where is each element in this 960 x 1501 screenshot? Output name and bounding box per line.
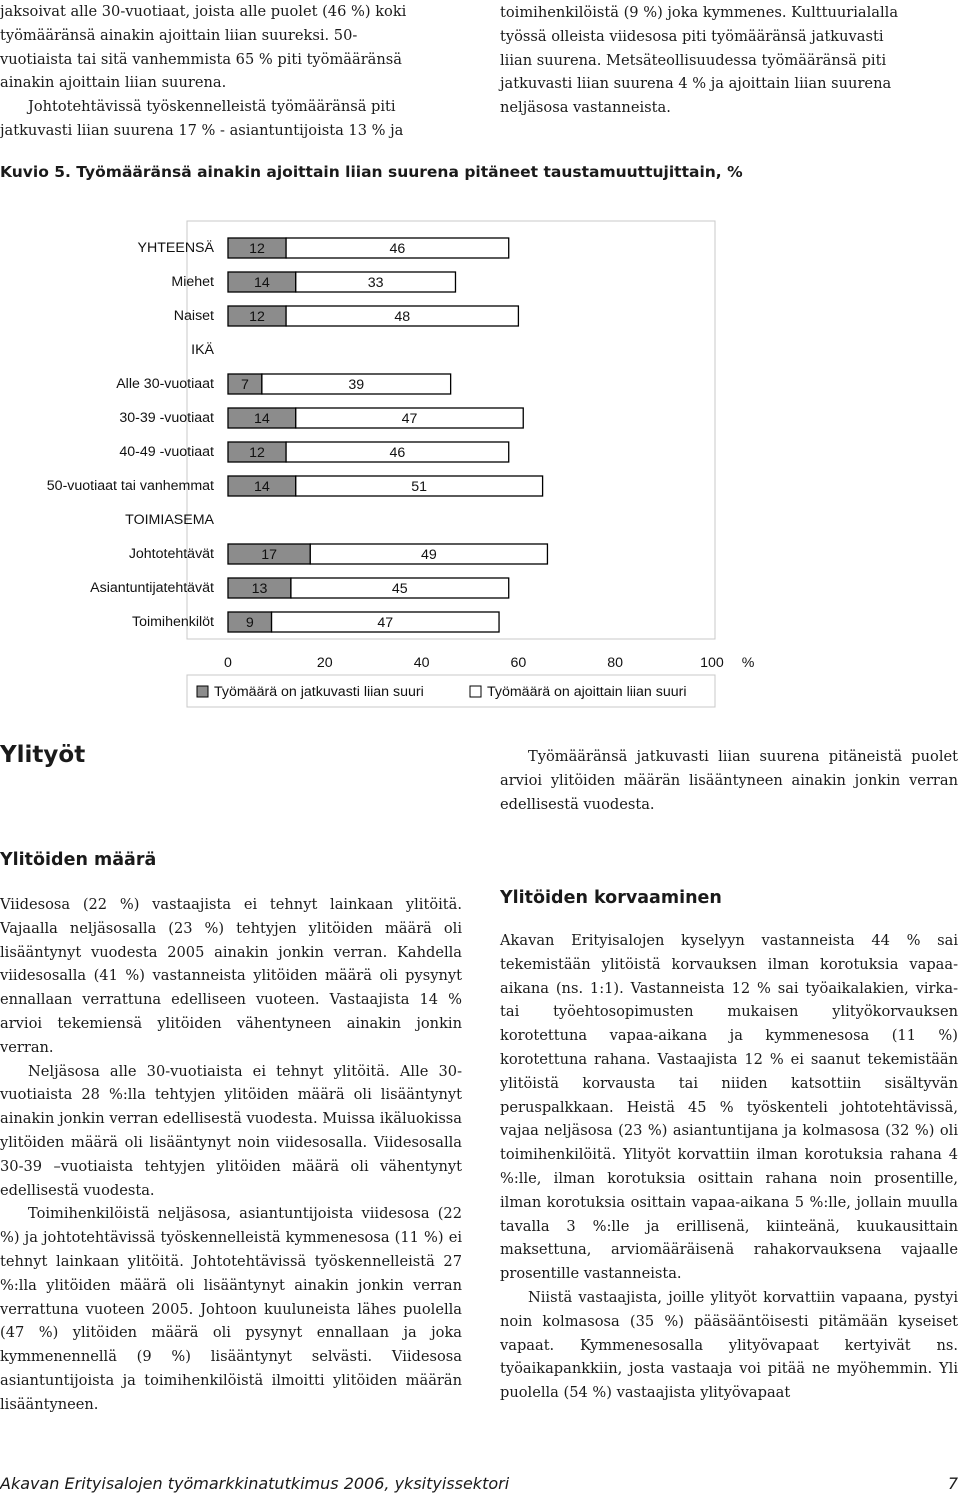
top-right-text — [500, 1, 958, 120]
text-line: jatkuvasti liian suurena 4 % ja ajoittain liian suurena — [500, 75, 892, 93]
data-label: 17 — [261, 546, 278, 563]
data-label: 46 — [389, 444, 406, 461]
data-label: 39 — [348, 376, 365, 393]
x-tick-label: 40 — [413, 654, 430, 671]
x-tick-label: 80 — [607, 654, 624, 671]
category-label: Naiset — [173, 307, 214, 324]
category-label: Johtotehtävät — [128, 545, 214, 562]
data-label: 45 — [391, 580, 408, 597]
data-label: 47 — [401, 410, 418, 427]
text-line: ainakin ajoittain liian suurena. — [0, 74, 227, 92]
category-label: 40-49 -vuotiaat — [119, 443, 214, 460]
ot-comp-heading: Ylitöiden korvaaminen — [500, 888, 722, 908]
category-label: Asiantuntijatehtävät — [90, 579, 214, 596]
category-label: 50-vuotiaat tai vanhemmat — [46, 477, 214, 494]
legend-label: Työmäärä on ajoittain liian suuri — [487, 683, 687, 700]
x-tick-label: 60 — [510, 654, 527, 671]
section-title: Ylityöt — [0, 742, 86, 768]
workload-bar-chart — [0, 220, 960, 720]
text-line: vuotiaista tai sitä vanhemmista 65 % piti työmääränsä — [0, 50, 402, 68]
category-label: Toimihenkilöt — [131, 613, 214, 630]
data-label: 12 — [249, 308, 265, 325]
overtime-intro: Työmääränsä jatkuvasti liian suurena pitäneistä puolet arvioi ylitöiden määrän lisääntyneen ainakin jonkin verran edellisestä vuodesta. — [500, 748, 958, 813]
x-tick-label: 0 — [224, 654, 232, 671]
data-label: 33 — [367, 274, 384, 291]
paragraph: Viidesosa (22 %) vastaajista ei tehnyt lainkaan ylitöitä. Vajaalla neljäsosalla (23 %) tehtyjen ylitöiden määrä oli lisääntynyt vuodesta 2005 ainakin jonkin verran. Kahdella viidesosalla (41 %) vastanneista ylitöiden määrä oli pysynyt ennallaan verrattuna edelliseen vuoteen. Vastaajista 14 % arvioi tekemiensä ylitöiden vähentyneen ainakin jonkin verran. — [0, 896, 462, 1056]
data-label: 9 — [245, 614, 254, 631]
figure-caption: Kuvio 5. Työmääränsä ainakin ajoittain liian suurena pitäneet taustamuuttujittain, % — [0, 163, 743, 181]
ot-amount-heading: Ylitöiden määrä — [0, 850, 157, 870]
category-label: Alle 30-vuotiaat — [116, 375, 214, 392]
paragraph: Niistä vastaajista, joille ylityöt korvattiin vapaana, pystyi noin kolmasosa (35 %) pääsääntöisesti pitämään kyseiset vapaat. Kymmenesosalla ylityövapaat kertyivät ns. työaikapankkiin, josta vastaaja voi pitää ne myöhemmin. Yli puolella (54 %) vastaajista ylityövapaat — [500, 1288, 958, 1402]
x-unit-label: % — [741, 654, 755, 671]
x-tick-label: 20 — [316, 654, 333, 671]
data-label: 14 — [253, 410, 270, 427]
data-label: 7 — [240, 376, 249, 393]
text-line: Johtotehtävissä työskennelleistä työmääränsä piti — [28, 98, 396, 116]
data-label: 49 — [420, 546, 437, 563]
paragraph: Akavan Erityisalojen kyselyyn vastanneista 44 % sai tekemistään ylitöistä korvauksen ilman korotuksia vapaa-aikana (ns. 1:1). Vastanneista 12 % sai työaikalakien, virka- tai työehtosopimusten mukaisen ylityökorvauksen korotettuna vapaa-aikana ja kymmenesosa (11 %) korotettuna rahana. Vastaajista 12 % ei saanut tekemistään ylitöistä korvausta tai niiden katsottiin sisältyvän peruspalkkaan. Heistä 45 % työskenteli johtotehtävissä, vajaa neljäsosa (23 %) asiantuntijana ja kolmasosa (32 %) oli toimihenkilöitä. Ylityöt korvattiin ilman korotuksia rahana 4 %:lle, ilman korotuksia osittain rahana noin prosentille, ilman korotuksia osittain vapaa-aikana 5 %:lle, jollain muulla tavalla 3 %:lle ja erillisenä, kiinteänä, kuukausittain maksettuna, arviomääräisenä rahakorvauksena vajaalle prosentille vastanneista. — [500, 932, 958, 1283]
text-line: toimihenkilöistä (9 %) joka kymmenes. Kulttuurialalla — [500, 4, 899, 21]
data-label: 51 — [411, 478, 428, 495]
page-footer — [0, 1474, 958, 1493]
category-label: 30-39 -vuotiaat — [119, 409, 214, 426]
top-left-text — [0, 0, 462, 143]
text-line: jatkuvasti liian suurena 17 % - asiantuntijoista 13 % ja — [0, 121, 404, 139]
category-label: Miehet — [171, 273, 214, 290]
data-label: 14 — [253, 478, 270, 495]
legend-swatch — [197, 686, 208, 697]
legend-label: Työmäärä on jatkuvasti liian suuri — [214, 683, 424, 700]
data-label: 47 — [377, 614, 394, 631]
data-label: 48 — [394, 308, 411, 325]
category-label: TOIMIASEMA — [125, 511, 214, 528]
text-line: jaksoivat alle 30-vuotiaat, joista alle puolet (46 %) koki — [0, 3, 407, 20]
data-label: 46 — [389, 240, 406, 257]
page-number: 7 — [947, 1474, 958, 1493]
data-label: 12 — [249, 444, 265, 461]
data-label: 13 — [251, 580, 268, 597]
data-label: 14 — [253, 274, 270, 291]
category-label: IKÄ — [191, 341, 214, 358]
data-label: 12 — [249, 240, 265, 257]
paragraph: Neljäsosa alle 30-vuotiaista ei tehnyt ylitöitä. Alle 30-vuotiaista 28 %:lla tehtyjen ylitöiden määrä oli lisääntynyt ainakin jonkin verran edellisestä vuodesta. Muissa ikäluokissa ylitöiden määrä oli lisääntynyt noin viidesosalla. Viidesosalla 30-39 –vuotiaista tehtyjen ylitöiden määrä oli vähentynyt edellisestä vuodesta. — [0, 1062, 462, 1199]
ot-amount-text — [0, 893, 462, 1417]
legend-swatch — [470, 686, 481, 697]
text-line: neljäsosa vastanneista. — [500, 99, 671, 117]
footer-text: Akavan Erityisalojen työmarkkinatutkimus 2006, yksityissektori — [0, 1474, 510, 1493]
text-line: liian suurena. Metsäteollisuudessa työmääränsä piti — [500, 51, 887, 69]
category-label: YHTEENSÄ — [137, 239, 214, 256]
text-line: työssä olleista viidesosa piti työmääränsä jatkuvasti — [500, 27, 884, 45]
ot-comp-text — [500, 929, 958, 1405]
paragraph: Toimihenkilöistä neljäsosa, asiantuntijoista viidesosa (22 %) ja johtotehtävissä työskennelleistä kymmenesosa (11 %) ei tehnyt lainkaan ylitöitä. Johtotehtävissä työskennelleistä 27 %:lla ylitöiden määrä oli lisääntynyt ainakin jonkin verran verrattuna vuoteen 2005. Johtoon kuuluneista lähes puolella (47 %) ylitöiden määrä oli pysynyt ennallaan ja joka kymmenennellä (9 %) lisääntynyt selvästi. Viidesosa asiantuntijoista ja toimihenkilöistä ilmoitti ylitöiden määrän lisääntyneen. — [0, 1205, 462, 1413]
text-line: työmääränsä ainakin ajoittain liian suureksi. 50- — [0, 26, 358, 44]
x-tick-label: 100 — [700, 654, 724, 671]
